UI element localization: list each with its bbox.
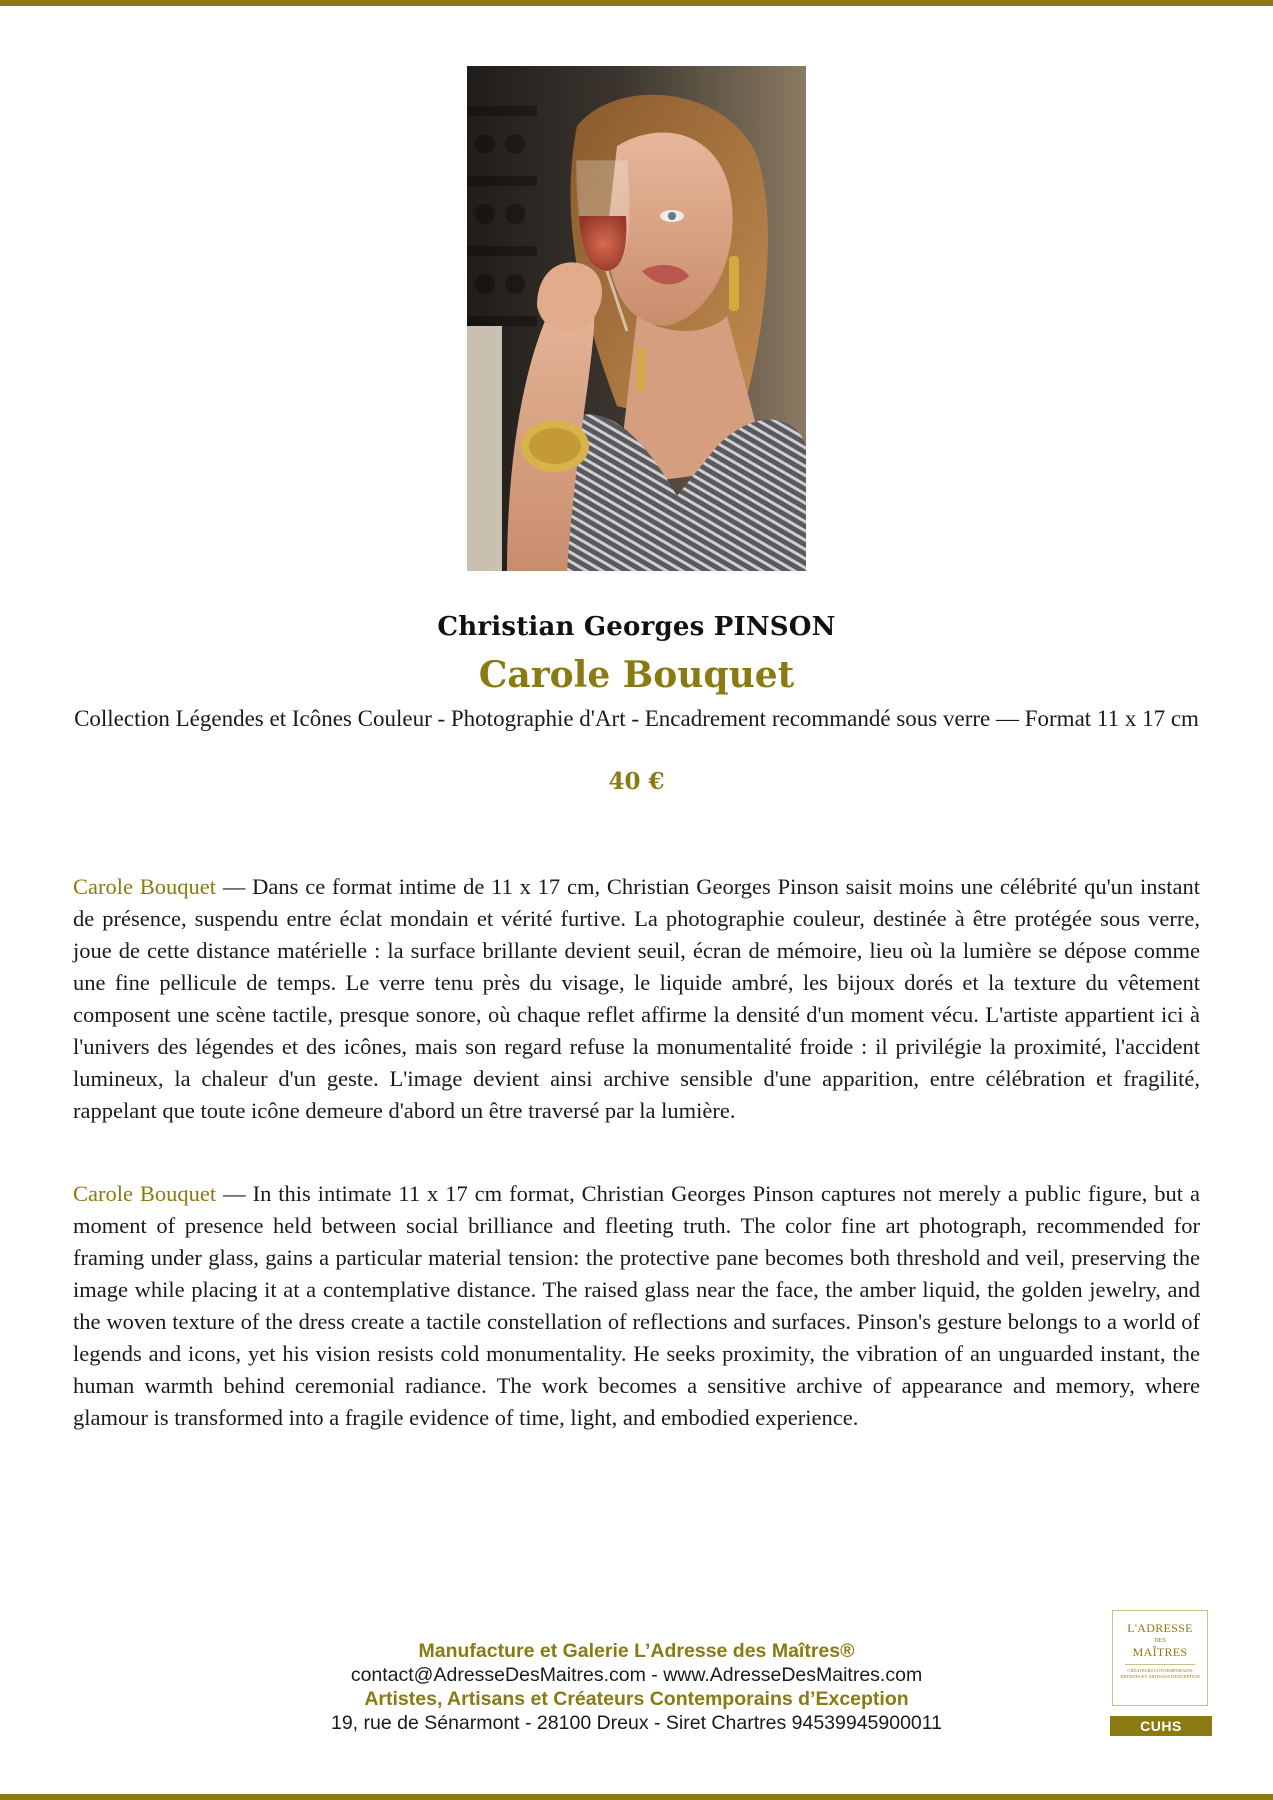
description-english	[73, 1178, 1200, 1434]
description-french	[73, 871, 1200, 1127]
gallery-logo	[1112, 1610, 1208, 1706]
logo-line-1: L'ADRESSE	[1127, 1621, 1193, 1635]
description-english-lead: Carole Bouquet	[73, 1181, 217, 1206]
artwork-photo	[467, 66, 806, 571]
artwork-subtitle: Collection Légendes et Icônes Couleur - Photographie d'Art - Encadrement recommandé sous verre — Format 11 x 17 cm	[74, 706, 1199, 731]
cuhs-badge: CUHS	[1110, 1716, 1212, 1736]
logo-line-4: CRÉATEURS CONTEMPORAINS ARTISTES ET ARTISANS D'EXCEPTION	[1119, 1668, 1201, 1679]
footer-gallery-name: Manufacture et Galerie L’Adresse des Maîtres®	[418, 1640, 855, 1662]
logo-line-3: MAÎTRES	[1132, 1645, 1188, 1659]
description-english-text: — In this intimate 11 x 17 cm format, Christian Georges Pinson captures not merely a public figure, but a moment of presence held between social brilliance and fleeting truth. The color fine art photograph, recommended for framing under glass, gains a particular material tension: the protective pane becomes both threshold and veil, preserving the image while placing it at a contemplative distance. The raised glass near the face, the amber liquid, the golden jewelry, and the woven texture of the dress create a tactile constellation of reflections and surfaces. Pinson's gesture belongs to a world of legends and icons, yet his vision resists cold monumentality. He seeks proximity, the vibration of an unguarded instant, the human warmth behind ceremonial radiance. The work becomes a sensitive archive of appearance and memory, where glamour is transformed into a fragile evidence of time, light, and embodied experience.	[73, 1181, 1200, 1430]
logo-line-2: DES	[1154, 1638, 1166, 1644]
bottom-border	[0, 1794, 1273, 1800]
logo-divider	[1125, 1664, 1195, 1665]
footer-tagline: Artistes, Artisans et Créateurs Contemporains d’Exception	[364, 1688, 909, 1710]
artist-name: Christian Georges PINSON	[437, 612, 836, 642]
artwork-title: Carole Bouquet	[478, 654, 795, 696]
footer-address: 19, rue de Sénarmont - 28100 Dreux - Siret Chartres 94539945900011	[330, 1712, 943, 1734]
footer	[0, 1639, 1273, 1735]
description-french-text: — Dans ce format intime de 11 x 17 cm, Christian Georges Pinson saisit moins une célébrité qu'un instant de présence, suspendu entre éclat mondain et vérité furtive. La photographie couleur, destinée à être protégée sous verre, joue de cette distance matérielle : la surface brillante devient seuil, écran de mémoire, lieu où la lumière se dépose comme une fine pellicule de temps. Le verre tenu près du visage, le liquide ambré, les bijoux dorés et la texture du vêtement composent une scène tactile, presque sonore, où chaque reflet affirme la densité d'un moment vécu. L'artiste appartient ici à l'univers des légendes et des icônes, mais son regard refuse la monumentalité froide : il privilégie la proximité, l'accident lumineux, la chaleur d'un geste. L'image devient ainsi archive sensible d'une apparition, entre célébration et fragilité, rappelant que toute icône demeure d'abord un être traversé par la lumière.	[73, 874, 1200, 1123]
footer-contact[interactable]: contact@AdresseDesMaitres.com - www.AdresseDesMaitres.com	[350, 1664, 923, 1686]
top-border	[0, 0, 1273, 6]
artwork-price: 40 €	[608, 768, 665, 795]
description-french-lead: Carole Bouquet	[73, 874, 217, 899]
